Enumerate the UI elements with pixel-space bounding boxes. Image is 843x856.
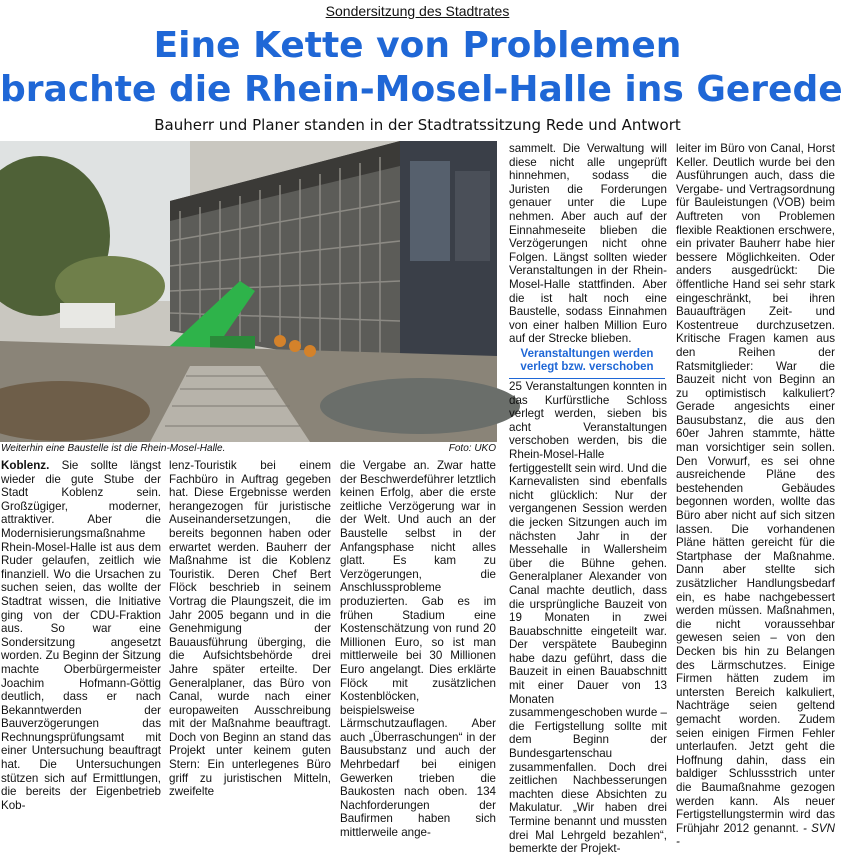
kicker-text: Sondersitzung des Stadtrates bbox=[325, 3, 510, 19]
construction-site-illustration bbox=[0, 141, 497, 442]
author-signature: - SVN - bbox=[676, 821, 835, 849]
article-column-1 bbox=[1, 459, 161, 812]
column-4b-text: 25 Veranstaltungen konnten in das Kurfürstliche Schloss verlegt werden, sieben bis acht Veranstaltungen verschoben werden, bis die Rhein-Mosel-Halle fertiggestellt sein wird. Und die Karnevalisten sind ebenfalls nicht glücklich: Nur der vergangenen Session werden die jecken Sitzungen auch im nächsten Jahr in der Messehalle in Wallersheim über die Bühne gehen. Generalplaner Alexander von Canal machte deutlich, dass die ursprüngliche Bauzeit von 19 Monaten in zwei Bauabschnitte eingeteilt war. Der verspätete Baubeginn habe dazu geführt, dass die Bauzeit in einen Bauabschnitt mit einer Dauer von 13 Monaten zusammengeschoben wurde – die Fertigstellung sollte mit dem Beginn der Bundesgartenschau zusammenfallen. Doch drei zeitlichen Nachbesserungen machten diese Absichten zu Makulatur. „Wir haben drei Termine benannt und mussten drei Mal Lehrgeld bezahlen“, bemerkte der Projekt- bbox=[509, 380, 667, 856]
column-1-text: Sie sollte längst wieder die gute Stube der Stadt Koblenz sein. Großzügiger, moderner, attraktiver. Aber die Modernisierungsmaßnahme Rhein-Mosel-Halle ist aus dem Ruder gelaufen, zeitlich wie finanziell. Wo die Ursachen zu suchen seien, das wollte der Stadtrat wissen, die Initiative ging von der CDU-Fraktion aus. So war eine Sondersitzung angesetzt worden. Zu Beginn der Sitzung machte Oberbürgermeister Joachim Hofmann-Göttig deutlich, dass er nach Bekanntwerden der Bauverzögerungen das Rechnungsprüfungsamt mit einer Untersuchung beauftragt hat. Die Untersuchungen stützen sich auf Ermittlungen, die bereits der Eigenbetrieb Kob- bbox=[1, 459, 161, 812]
article-column-4-continued bbox=[509, 380, 667, 856]
photo-credit: Foto: UKO bbox=[448, 443, 496, 454]
article-column-4 bbox=[509, 142, 667, 348]
subheading: Veranstaltungen werden verlegt bzw. verschoben bbox=[509, 348, 665, 379]
headline-line-2: brachte die Rhein-Mosel-Halle ins Gerede bbox=[0, 69, 843, 110]
column-2-text: lenz-Touristik bei einem Fachbüro in Auftrag gegeben hat. Diese Ergebnisse werden herangezogen für juristische Auseinandersetzungen, die bereits begonnen haben oder erwartet werden. Bauherr der Maßnahme ist die Koblenz Touristik. Deren Chef Bert Flöck beschrieb in seinem Vortrag die Plaungszeit, die im Jahr 2005 begann und in die Genehmigung der Bauausführung überging, die die Aufsichtsbehörde drei Jahre später erteilte. Der Generalplaner, das Büro von Canal, wurde nach einer europaweiten Ausschreibung mit der Maßnahme beauftragt. Doch von Beginn an stand das Projekt unter keinem guten Stern: Ein unterlegenes Büro griff zu juristischen Mitteln, zweifelte bbox=[169, 459, 331, 799]
column-4-text: sammelt. Die Verwaltung will diese nicht alle ungeprüft hinnehmen, sodass die Juristen die Forderungen genauer unter die Lupe nehmen. Aber auch auf der Einnahmeseite blieben die Verzögerungen nicht ohne Folgen. Längst sollten wieder Veranstaltungen in der Rhein-Mosel-Halle stattfinden. Aber die ist halt noch eine Baustelle, sodass Einnahmen von einer halben Million Euro auf der Strecke blieben. bbox=[509, 142, 667, 346]
column-5-text: leiter im Büro von Canal, Horst Keller. Deutlich wurde bei den Ausführungen auch, dass die Vergabe- und Vertragsordnung für Bauleistungen (VOB) beim Auftreten von Problemen flexible Reaktionen erschwere, ein privater Bauherr habe hier bessere Möglichkeiten. Oder anders ausgedrückt: Die öffentliche Hand sei sehr stark eingeschränkt, bei ihren Bauaufträgen Zeit- und Kostentreue durchzusetzen. Kritische Fragen kamen aus den Reihen der Ratsmitglieder: War die Bauzeit nicht von Beginn an zu optimistisch kalkuliert? Gerade angesichts einer Bausubstanz, die aus den 60er Jahren stammte, hätte man vorsichtiger sein sollen. Den Vorwurf, es sei ohne ausreichende Pläne des bestehenden Gebäudes begonnen worden, wollte das Büro aber nicht auf sich sitzen lassen. Die vorhandenen Pläne hätten gereicht für die Startphase der Maßnahme. Dann aber stellte sich zusätzlicher Handlungsbedarf ein, es habe nachgebessert werden müssen. Maßnahmen, die nicht voraussehbar gewesen seien – von den Decken bis hin zu Belangen des Lärmschutzes. Einige Firmen hätten zudem im untersten Bereich kalkuliert, Nachträge seien geltend gemacht worden. Zudem seien einigen Firmen Fehler unterlaufen. Jetzt geht die Hoffnung dahin, dass ein baldiger Schlussstrich unter die Baumaßnahme gezogen werden kann. Als neuer Fertigstellungstermin wird das Frühjahr 2012 genannt. bbox=[676, 142, 835, 835]
article-photo bbox=[0, 141, 497, 442]
caption-text: Weiterhin eine Baustelle ist die Rhein-Mosel-Halle. bbox=[1, 443, 226, 454]
photo-caption bbox=[1, 443, 496, 457]
column-3-text: die Vergabe an. Zwar hatte der Beschwerdeführer letztlich keinen Erfolg, aber die erste zeitliche Verzögerung war in der Welt. Und auch an der Baustelle selbst in der Anfangsphase nicht alles glatt. Es kam zu Verzögerungen, die Anschlussprobleme produzierten. Gab es im frühen Stadium eine Kostenschätzung von rund 20 Millionen Euro, so ist man mittlerweile bei 30 Millionen Euro angelangt. Dies erklärte Flöck mit zusätzlichen Kostenblöcken, beispielsweise Lärmschutzauflagen. Aber auch „Überraschungen“ in der Bausubstanz und auch der Mehrbedarf bei einigen Gewerken trieben die Baukosten nach oben. 134 Nachforderungen der Baufirmen haben sich mittlerweile ange- bbox=[340, 459, 496, 840]
article-column-5 bbox=[676, 142, 835, 849]
subtitle: Bauherr und Planer standen in der Stadtratssitzung Rede und Antwort bbox=[154, 116, 681, 134]
article-column-2 bbox=[169, 459, 331, 799]
section-kicker bbox=[0, 3, 835, 19]
dateline: Koblenz. bbox=[1, 459, 50, 472]
headline-line-1: Eine Kette von Problemen bbox=[153, 25, 682, 66]
article-column-3 bbox=[340, 459, 496, 840]
